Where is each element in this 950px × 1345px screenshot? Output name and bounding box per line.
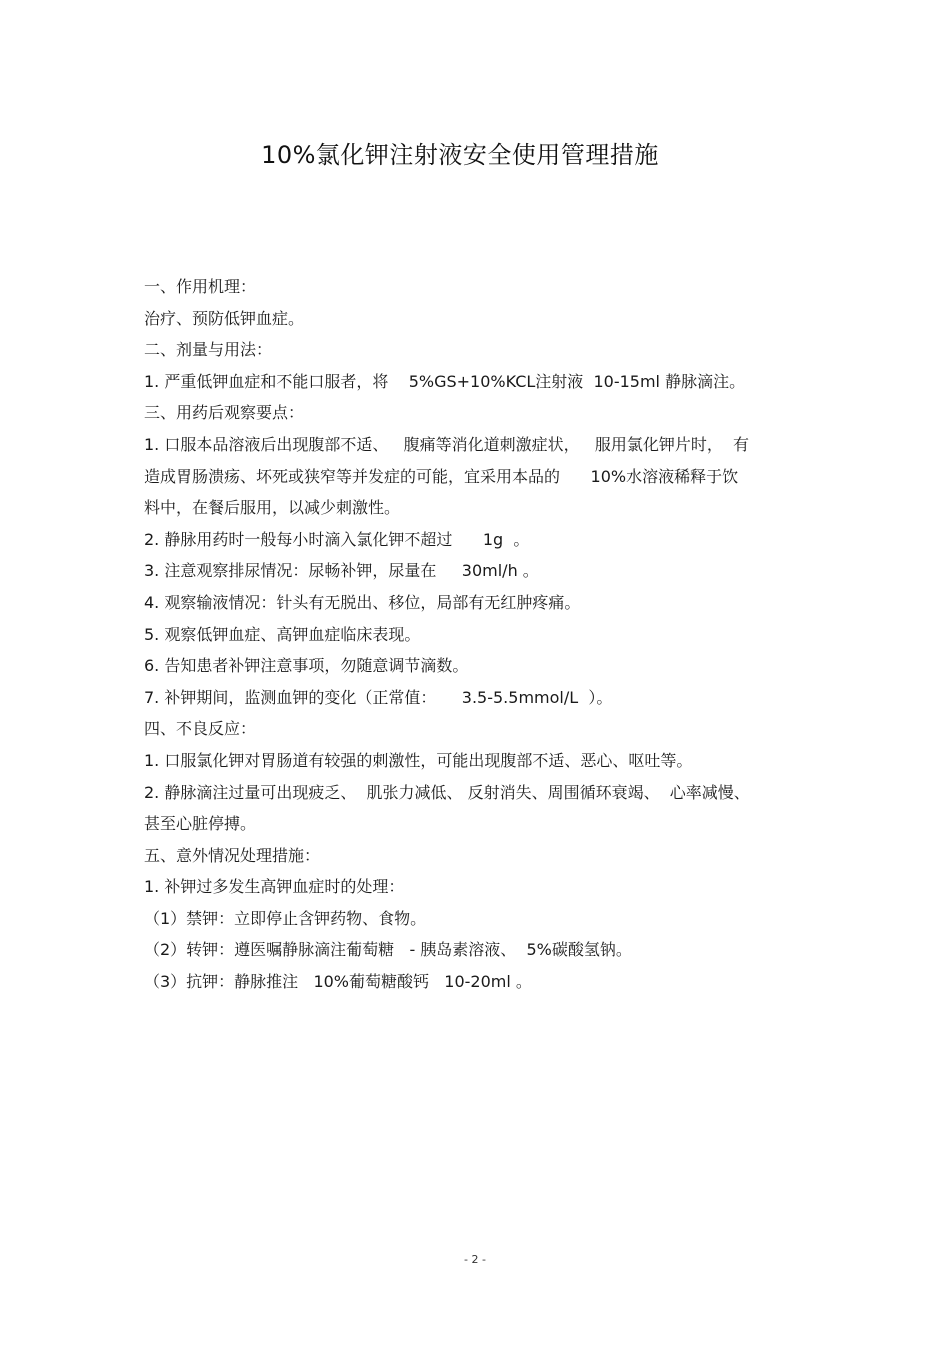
paragraph-line: 5. 观察低钾血症、高钾血症临床表现。 [144, 624, 421, 644]
paragraph-line: 7. 补钾期间，监测血钾的变化（正常值： 3.5-5.5mmol/L ）。 [144, 687, 613, 707]
paragraph-line: 料中，在餐后服用，以减少刺激性。 [144, 498, 401, 518]
paragraph-line: 1. 严重低钾血症和不能口服者，将 5%GS+10%KCL注射液 10-15ml 静脉滴注。 [144, 371, 746, 391]
section-heading-observation: 三、用药后观察要点： [144, 403, 305, 423]
paragraph-line: 4. 观察输液情况：针头有无脱出、移位，局部有无红肿疼痛。 [144, 592, 581, 612]
section-heading-mechanism: 一、作用机理： [144, 277, 257, 296]
paragraph-line: （3）抗钾：静脉推注 10%葡萄糖酸钙 10-20ml 。 [144, 972, 532, 992]
paragraph-line: 6. 告知患者补钾注意事项，勿随意调节滴数。 [144, 656, 469, 676]
paragraph-line: 1. 口服本品溶液后出现腹部不适、 腹痛等消化道刺激症状， 服用氯化钾片时， 有 [144, 434, 750, 454]
section-heading-dosage: 二、剂量与用法： [144, 340, 273, 360]
paragraph-line: 2. 静脉用药时一般每小时滴入氯化钾不超过 1g 。 [144, 529, 530, 549]
paragraph-line: 治疗、预防低钾血症。 [144, 308, 305, 328]
paragraph-line: 甚至心脏停搏。 [144, 814, 257, 834]
paragraph-line: 3. 注意观察排尿情况：尿畅补钾，尿量在 30ml/h 。 [144, 561, 539, 581]
paragraph-line: （1）禁钾：立即停止含钾药物、食物。 [144, 908, 427, 928]
document-title: 10%氯化钾注射液安全使用管理措施 [261, 141, 659, 169]
page-number: - 2 - [464, 1253, 486, 1266]
paragraph-line: 1. 口服氯化钾对胃肠道有较强的刺激性，可能出现腹部不适、恶心、呕吐等。 [144, 750, 693, 770]
section-heading-emergency-measures: 五、意外情况处理措施： [144, 845, 321, 865]
document-body [144, 271, 816, 998]
paragraph-line: 2. 静脉滴注过量可出现疲乏、 肌张力减低、 反射消失、周围循环衰竭、 心率减慢、 [144, 782, 750, 802]
paragraph-line: 1. 补钾过多发生高钾血症时的处理： [144, 877, 405, 897]
paragraph-line: 造成胃肠溃疡、坏死或狭窄等并发症的可能，宜采用本品的 10%水溶液稀释于饮 [144, 466, 739, 486]
paragraph-line: （2）转钾：遵医嘱静脉滴注葡萄糖 - 胰岛素溶液、 5%碳酸氢钠。 [144, 940, 632, 960]
section-heading-adverse-reactions: 四、不良反应： [144, 719, 257, 739]
